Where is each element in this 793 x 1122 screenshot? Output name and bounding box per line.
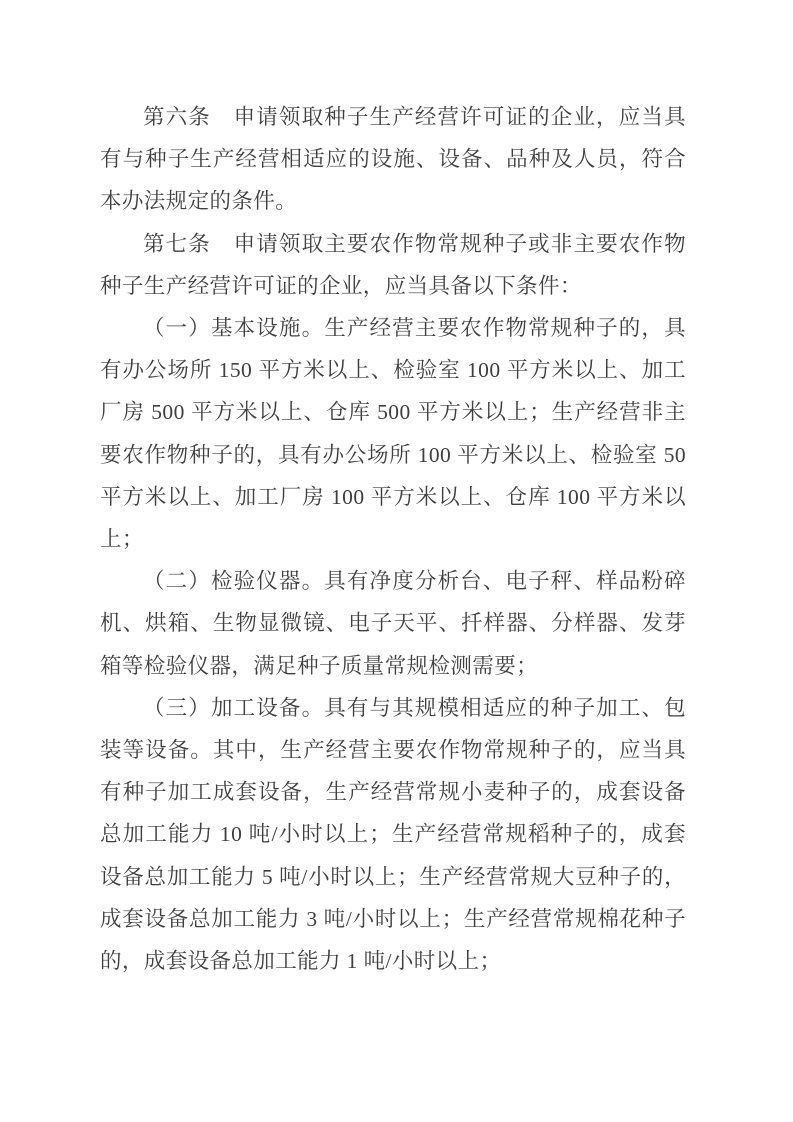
paragraph-article-7-item-3-processing-equipment: （三）加工设备。具有与其规模相适应的种子加工、包装等设备。其中，生产经营主要农作物常规种子的，应当具有种子加工成套设备，生产经营常规小麦种子的，成套设备总加工能力 10 吨/小时以上；生产经营常规稻种子的，成套设备总加工能力 5 吨/小时以上；生产经营常规大豆种子的，成套设备总加工能力 3 吨/小时以上；生产经营常规棉花种子的，成套设备总加工能力 1 吨/小时以上； — [100, 695, 686, 974]
paragraph-article-7-item-2-testing-instruments: （二）检验仪器。具有净度分析台、电子秤、样品粉碎机、烘箱、生物显微镜、电子天平、扦样器、分样器、发芽箱等检验仪器，满足种子质量常规检测需要； — [100, 569, 686, 678]
paragraph-article-7-item-1-basic-facilities: （一）基本设施。生产经营主要农作物常规种子的，具有办公场所 150 平方米以上、检验室 100 平方米以上、加工厂房 500 平方米以上、仓库 500 平方米以上；生产经营非主要农作物种子的，具有办公场所 100 平方米以上、检验室 50 平方米以上、加工厂房 100 平方米以上、仓库 100 平方米以上； — [100, 316, 686, 552]
paragraph-article-6: 第六条 申请领取种子生产经营许可证的企业，应当具有与种子生产经营相适应的设施、设备、品种及人员，符合本办法规定的条件。 — [100, 105, 686, 214]
paragraph-article-7-intro: 第七条 申请领取主要农作物常规种子或非主要农作物种子生产经营许可证的企业，应当具备以下条件： — [100, 231, 686, 298]
